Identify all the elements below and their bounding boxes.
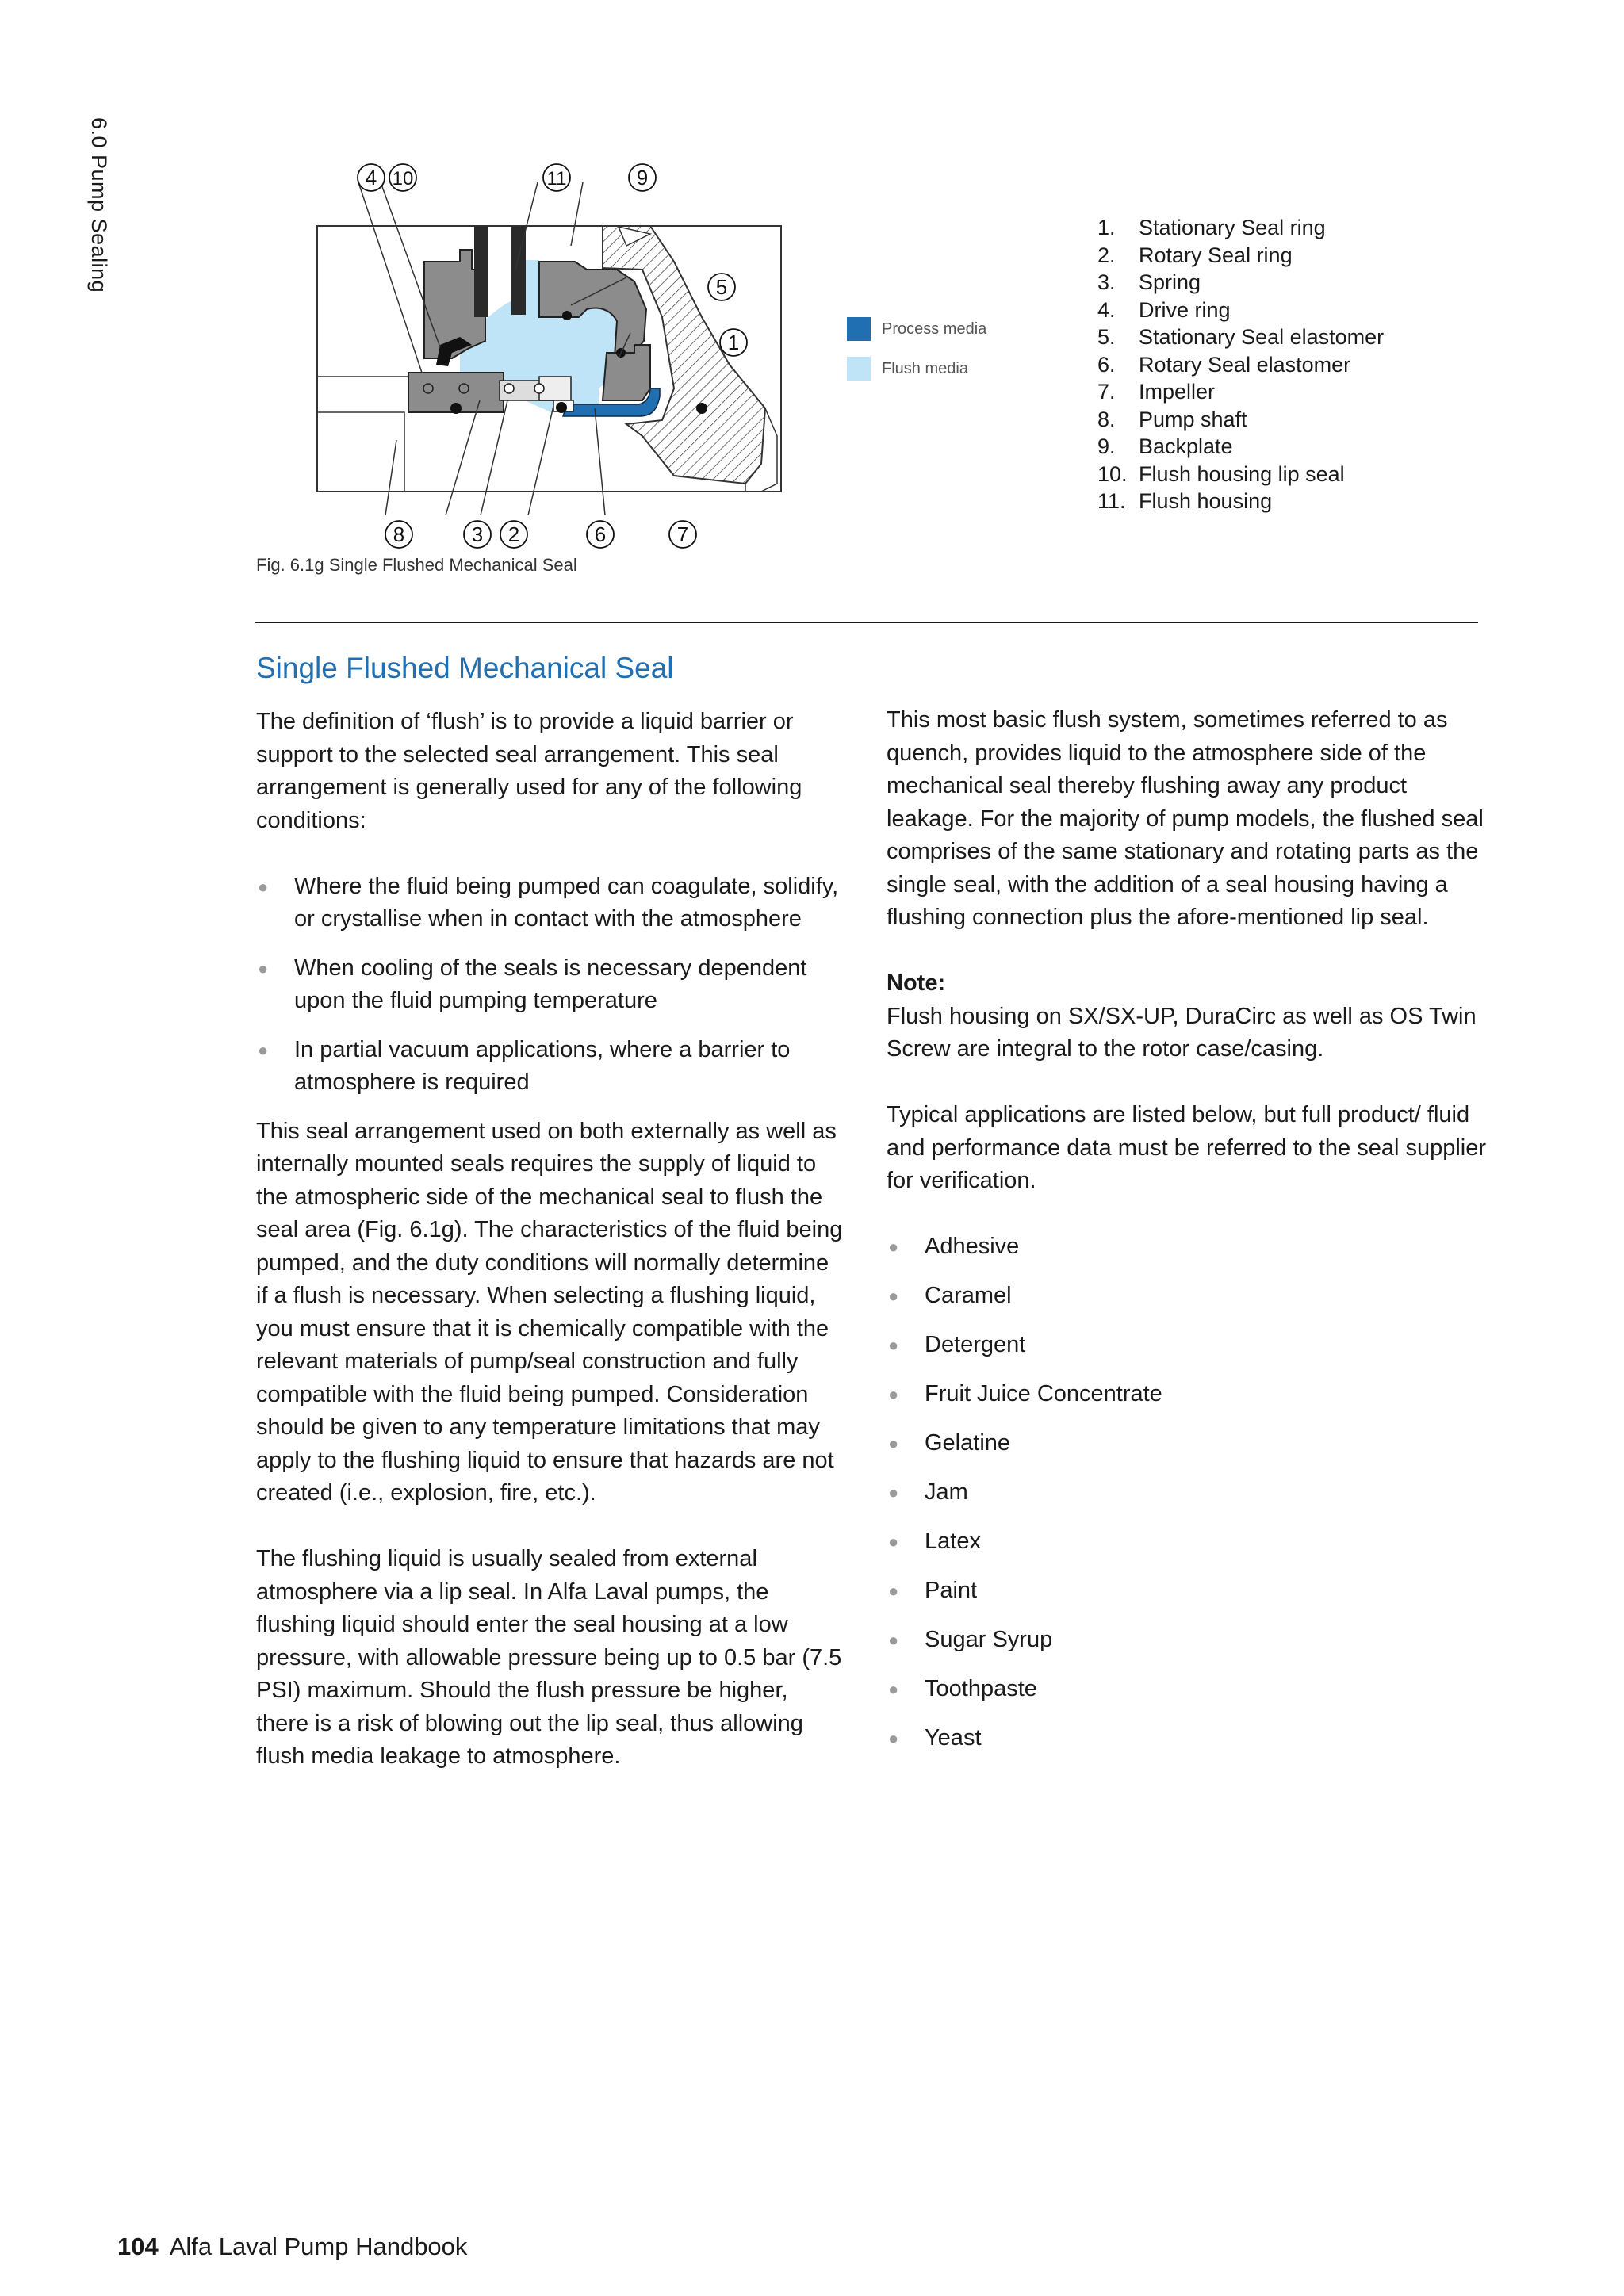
part-label: Backplate: [1139, 434, 1233, 458]
application-text: Gelatine: [925, 1430, 1011, 1456]
callout-7: [669, 521, 696, 548]
callout-1: [720, 329, 747, 356]
bullet-icon: ●: [888, 1630, 899, 1650]
parts-list-item: [1097, 269, 1384, 297]
callout-8-label: 8: [393, 522, 405, 546]
application-text: Detergent: [925, 1332, 1026, 1357]
application-item: [887, 1722, 1489, 1755]
parts-list-item: [1097, 406, 1384, 434]
callout-3: [464, 521, 491, 548]
callout-11: [543, 164, 570, 191]
applications-list: [887, 1230, 1489, 1755]
bullet-icon: ●: [888, 1384, 899, 1404]
callout-4-label: 4: [365, 166, 377, 189]
stationary-seal-ring: [603, 345, 650, 400]
callout-1-label: 1: [727, 331, 740, 354]
application-item: [887, 1525, 1489, 1559]
part-label: Flush housing: [1139, 489, 1273, 513]
bullet-icon: ●: [888, 1433, 899, 1453]
application-text: Paint: [925, 1578, 978, 1603]
part-number: 8.: [1097, 407, 1116, 431]
application-text: Toothpaste: [925, 1676, 1037, 1701]
section-divider: [255, 622, 1478, 623]
callout-4: [358, 164, 385, 191]
part-label: Impeller: [1139, 380, 1216, 404]
part-label: Rotary Seal elastomer: [1139, 352, 1351, 377]
callout-2: [500, 521, 527, 548]
figure-caption: Fig. 6.1g Single Flushed Mechanical Seal: [256, 555, 577, 575]
application-text: Caramel: [925, 1283, 1012, 1308]
note-title: Note:: [887, 970, 946, 996]
callout-8: [385, 521, 412, 548]
callout-7-label: 7: [676, 522, 689, 546]
part-label: Spring: [1139, 270, 1201, 294]
part-label: Pump shaft: [1139, 407, 1247, 431]
parts-list-item: [1097, 461, 1384, 488]
condition-item: [256, 952, 843, 1018]
application-item: [887, 1575, 1489, 1608]
application-item: [887, 1329, 1489, 1362]
body-paragraph: This seal arrangement used on both externally as well as internally mounted seals requires the supply of liquid to the atmospheric side of the mechanical seal to flush the seal area (Fig. 6.1g). The characteristics of the fluid being pumped, and the duty conditions will normally determine if a flush is necessary. When selecting a flushing liquid, you must ensure that it is chemically compatible with the relevant materials of pump/seal construction and fully compatible with the fluid being pumped. Consideration should be given to any temperature limitations that may apply to the flushing liquid to ensure that hazards are not created (i.e., explosion, fire, etc.).: [256, 1118, 843, 1506]
part-number: 1.: [1097, 216, 1116, 239]
section-side-tab: 6.0 Pump Sealing: [87, 117, 111, 293]
body-paragraph: This most basic flush system, sometimes referred to as quench, provides liquid to the atmosphere side of the mechanical seal thereby flushing away any product leakage. For the majority of pump models, the flushed seal comprises of the same stationary and rotating parts as the single seal, with the addition of a seal housing having a flushing connection plus the afore-mentioned lip seal.: [887, 707, 1484, 930]
callout-9: [629, 164, 656, 191]
application-text: Yeast: [925, 1725, 982, 1751]
callout-6-label: 6: [594, 522, 607, 546]
note-text: Flush housing on SX/SX-UP, DuraCirc as well as OS Twin Screw are integral to the rotor case/casing.: [887, 1003, 1477, 1062]
part-label: Flush housing lip seal: [1139, 461, 1345, 486]
application-item: [887, 1427, 1489, 1460]
legend-item-process: [847, 317, 986, 341]
bullet-icon: ●: [258, 958, 269, 978]
application-item: [887, 1624, 1489, 1657]
application-item: [887, 1673, 1489, 1706]
condition-item: [256, 1034, 843, 1100]
bullet-icon: ●: [888, 1483, 899, 1502]
parts-list-item: [1097, 242, 1384, 270]
part-label: Stationary Seal elastomer: [1139, 325, 1385, 349]
condition-text: Where the fluid being pumped can coagulate, solidify, or crystallise when in contact with the atmosphere: [294, 873, 839, 932]
application-item: [887, 1280, 1489, 1313]
application-item: [887, 1378, 1489, 1411]
right-column: [887, 704, 1489, 1771]
legend-item-flush: [847, 357, 986, 381]
application-item: [887, 1476, 1489, 1510]
condition-text: When cooling of the seals is necessary dependent upon the fluid pumping temperature: [294, 955, 807, 1013]
callout-2-label: 2: [508, 522, 520, 546]
application-text: Adhesive: [925, 1234, 1020, 1259]
part-number: 2.: [1097, 243, 1116, 267]
bullet-icon: ●: [888, 1728, 899, 1748]
callout-6: [587, 521, 614, 548]
part-number: 4.: [1097, 297, 1116, 322]
part-label: Rotary Seal ring: [1139, 243, 1293, 267]
bullet-icon: ●: [888, 1237, 899, 1257]
bullet-icon: ●: [888, 1532, 899, 1552]
callout-3-label: 3: [471, 522, 484, 546]
application-text: Sugar Syrup: [925, 1627, 1053, 1652]
bullet-icon: ●: [258, 1039, 269, 1060]
parts-list: [1097, 214, 1384, 515]
parts-list-item: [1097, 351, 1384, 379]
bullet-icon: ●: [888, 1679, 899, 1699]
diagram-legend: [847, 317, 986, 396]
callout-10: [389, 164, 416, 191]
intro-paragraph: The definition of ‘flush’ is to provide a liquid barrier or support to the selected seal arrangement. This seal arrangement is generally used for any of the following conditions:: [256, 709, 802, 833]
part-label: Stationary Seal ring: [1139, 216, 1326, 239]
application-text: Latex: [925, 1529, 981, 1554]
section-title: Single Flushed Mechanical Seal: [256, 652, 674, 684]
part-number: 5.: [1097, 325, 1116, 349]
parts-list-item: [1097, 488, 1384, 515]
parts-list-item: [1097, 378, 1384, 406]
condition-item: [256, 871, 843, 936]
bullet-icon: ●: [888, 1286, 899, 1306]
part-number: 11.: [1097, 489, 1126, 513]
part-label: Drive ring: [1139, 297, 1231, 322]
body-paragraph: Typical applications are listed below, but full product/ fluid and performance data must be referred to the seal supplier for verification.: [887, 1102, 1487, 1193]
application-item: [887, 1230, 1489, 1264]
footer-title: Alfa Laval Pump Handbook: [169, 2233, 468, 2260]
part-number: 6.: [1097, 352, 1116, 377]
callout-9-label: 9: [636, 166, 649, 189]
conditions-list: [256, 871, 843, 1100]
parts-list-item: [1097, 297, 1384, 324]
legend-swatch-process: [847, 317, 871, 341]
callout-10-label: 10: [392, 168, 414, 189]
application-text: Fruit Juice Concentrate: [925, 1381, 1162, 1406]
legend-swatch-flush: [847, 357, 871, 381]
part-number: 9.: [1097, 434, 1116, 458]
body-paragraph: The flushing liquid is usually sealed from external atmosphere via a lip seal. In Alfa Laval pumps, the flushing liquid should enter the seal housing at a low pressure, with allowable pressure being up to 0.5 bar (7.5 PSI) maximum. Should the flush pressure be higher, there is a risk of blowing out the lip seal, thus allowing flush media leakage to atmosphere.: [256, 1546, 842, 1769]
part-number: 10.: [1097, 461, 1128, 486]
legend-label-process: Process media: [882, 320, 987, 338]
part-number: 7.: [1097, 380, 1116, 404]
callout-11-label: 11: [546, 168, 567, 189]
parts-list-item: [1097, 433, 1384, 461]
condition-text: In partial vacuum applications, where a barrier to atmosphere is required: [294, 1036, 791, 1095]
bullet-icon: ●: [888, 1581, 899, 1601]
bullet-icon: ●: [258, 876, 269, 897]
callout-5-label: 5: [715, 275, 728, 299]
page-number: 104: [117, 2233, 159, 2260]
bullet-icon: ●: [888, 1335, 899, 1355]
parts-list-item: [1097, 323, 1384, 351]
callout-5: [708, 274, 735, 300]
legend-label-flush: Flush media: [882, 359, 968, 377]
left-column: [256, 706, 843, 1774]
parts-list-item: [1097, 214, 1384, 242]
part-number: 3.: [1097, 270, 1116, 294]
page-footer: [117, 2233, 467, 2261]
seal-diagram: [301, 151, 793, 563]
application-text: Jam: [925, 1479, 968, 1505]
